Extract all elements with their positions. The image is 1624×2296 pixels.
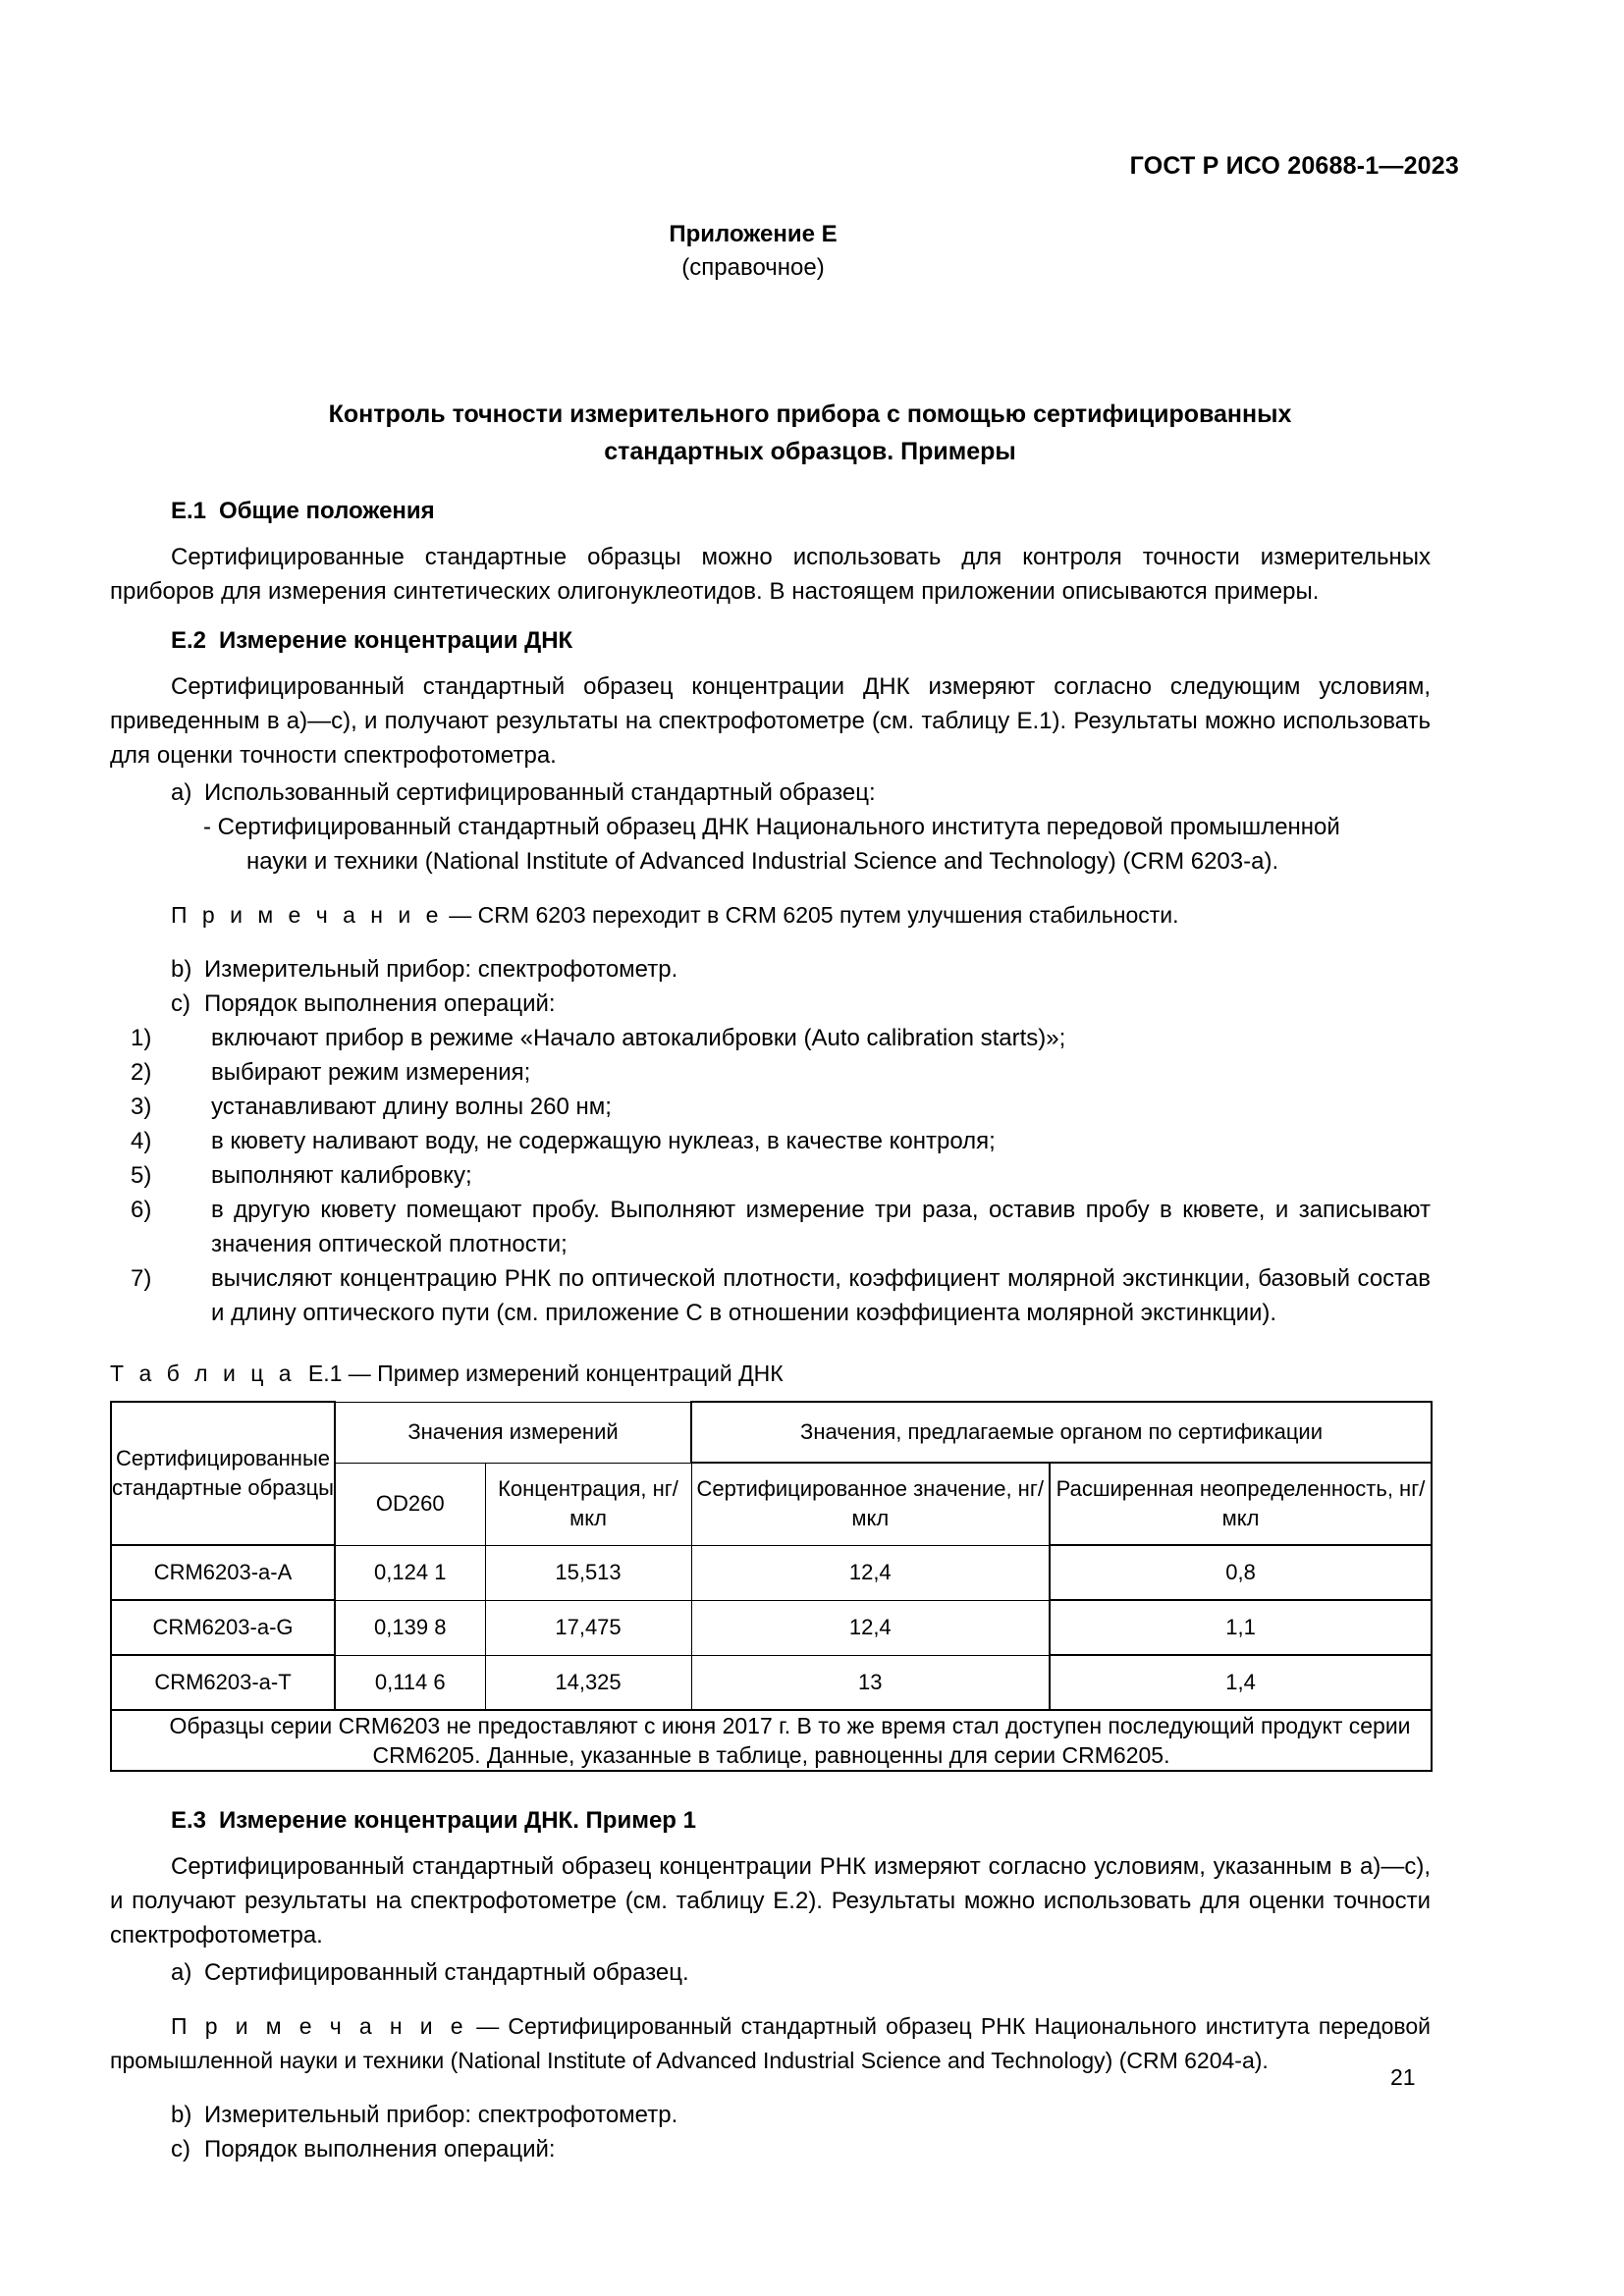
table-header-stub: Сертифицированные стандартные образцы xyxy=(111,1402,335,1545)
dash-line-1: - Сертифицированный стандартный образец ДНК Национального института передовой промышленной xyxy=(203,814,1340,840)
note-text-e3: — Сертифицированный стандартный образец РНК Национального института передовой промышленной науки и техники (National Institute of Advanced Industrial Science and Technology) (CRM 6204-a). xyxy=(110,2013,1431,2073)
note-label-e2: П р и м е ч а н и е xyxy=(171,902,443,928)
list-text-b: Измерительный прибор: спектрофотометр. xyxy=(204,2102,678,2128)
step-text: выполняют калибровку; xyxy=(211,1162,472,1189)
cell-od260: 0,124 1 xyxy=(335,1545,485,1600)
table-row xyxy=(111,1655,1432,1710)
step-text: включают прибор в режиме «Начало автокалибровки (Auto calibration starts)»; xyxy=(211,1025,1066,1051)
cell-od260: 0,139 8 xyxy=(335,1600,485,1655)
table-caption-label: Т а б л и ц а xyxy=(110,1361,297,1386)
table-header-concentration: Концентрация, нг/мкл xyxy=(485,1463,691,1545)
section-number-e3: Е.3 xyxy=(171,1807,207,1834)
list-item-e2-b xyxy=(110,952,1431,987)
page-content xyxy=(110,496,1431,2166)
table-header-group-measured: Значения измерений xyxy=(335,1402,691,1463)
note-text-e2: — CRM 6203 переходит в CRM 6205 путем улучшения стабильности. xyxy=(442,902,1179,928)
step-item xyxy=(110,1261,1431,1330)
table-footnote xyxy=(111,1710,1432,1771)
cell-concentration: 14,325 xyxy=(485,1655,691,1710)
step-item xyxy=(110,1158,1431,1193)
table-caption-text: — Пример измерений концентраций ДНК xyxy=(342,1361,784,1386)
annex-heading-block xyxy=(0,218,1624,285)
list-text-c: Порядок выполнения операций: xyxy=(204,990,556,1017)
cell-od260: 0,114 6 xyxy=(335,1655,485,1710)
step-item xyxy=(110,1090,1431,1124)
table-header-expanded-uncertainty: Расширенная неопределенность, нг/мкл xyxy=(1050,1463,1432,1545)
list-item-e3-b xyxy=(110,2098,1431,2132)
step-item xyxy=(110,1021,1431,1055)
step-marker: 1) xyxy=(131,1025,152,1051)
cell-sample: CRM6203-a-A xyxy=(111,1545,335,1600)
cell-uncertainty: 0,8 xyxy=(1050,1545,1432,1600)
step-marker: 5) xyxy=(131,1162,152,1189)
cell-uncertainty: 1,1 xyxy=(1050,1600,1432,1655)
list-text-c: Порядок выполнения операций: xyxy=(204,2136,556,2163)
annex-name: Приложение Е xyxy=(669,221,838,247)
cell-concentration: 15,513 xyxy=(485,1545,691,1600)
section-heading-e3 xyxy=(110,1805,1431,1837)
section-title-e1: Общие положения xyxy=(219,498,435,524)
cell-sample: CRM6203-a-T xyxy=(111,1655,335,1710)
step-text: устанавливают длину волны 260 нм; xyxy=(211,1094,612,1120)
step-marker: 3) xyxy=(131,1094,152,1120)
step-item xyxy=(110,1193,1431,1261)
table-header-group-certified: Значения, предлагаемые органом по сертификации xyxy=(691,1402,1432,1463)
note-label-e3: П р и м е ч а н и е xyxy=(171,2013,468,2039)
table-row xyxy=(111,1600,1432,1655)
step-text: вычисляют концентрацию РНК по оптической плотности, коэффициент молярной экстинкции, базовый состав и длину оптического пути (см. приложение С в отношении коэффициента молярной экстинкции). xyxy=(211,1265,1431,1326)
cell-sample: CRM6203-a-G xyxy=(111,1600,335,1655)
list-marker-c: c) xyxy=(171,2136,190,2163)
table-header-certified-value: Сертифицированное значение, нг/мкл xyxy=(691,1463,1050,1545)
step-text: выбирают режим измерения; xyxy=(211,1059,531,1086)
list-item-e2-a xyxy=(110,775,1431,810)
list-item-e2-c xyxy=(110,987,1431,1021)
step-marker: 6) xyxy=(131,1197,152,1223)
cell-certified: 13 xyxy=(691,1655,1050,1710)
section-heading-e2 xyxy=(110,625,1431,657)
paragraph-e1: Сертифицированные стандартные образцы можно использовать для контроля точности измерительных приборов для измерения синтетических олигонуклеотидов. В настоящем приложении описываются примеры. xyxy=(110,544,1431,605)
section-number-e1: Е.1 xyxy=(171,498,207,524)
list-marker-a: a) xyxy=(171,779,192,806)
page-number: 21 xyxy=(1390,2064,1416,2090)
table-caption-number: Е.1 xyxy=(307,1361,343,1386)
paragraph-e2: Сертифицированный стандартный образец концентрации ДНК измеряют согласно следующим условиям, приведенным в a)—c), и получают результаты на спектрофотометре (см. таблицу Е.1). Результаты можно использовать для оценки точности спектрофотометра. xyxy=(110,673,1431,769)
cell-certified: 12,4 xyxy=(691,1600,1050,1655)
list-marker-b: b) xyxy=(171,956,192,983)
annex-title-line-1: Контроль точности измерительного прибора с помощью сертифицированных xyxy=(328,400,1292,428)
list-text-a: Использованный сертифицированный стандартный образец: xyxy=(204,779,876,806)
note-e3 xyxy=(110,2009,1431,2078)
list-item-e3-a xyxy=(110,1955,1431,1990)
annex-title xyxy=(172,396,1448,470)
step-marker: 7) xyxy=(131,1265,152,1292)
list-text-b: Измерительный прибор: спектрофотометр. xyxy=(204,956,678,983)
list-item-e3-c xyxy=(110,2132,1431,2166)
cell-uncertainty: 1,4 xyxy=(1050,1655,1432,1710)
section-heading-e1 xyxy=(110,496,1431,527)
list-item-e2-dash xyxy=(110,810,1431,879)
measurement-table xyxy=(110,1401,1433,1772)
section-title-e3: Измерение концентрации ДНК. Пример 1 xyxy=(219,1807,696,1834)
step-text: в кювету наливают воду, не содержащую нуклеаз, в качестве контроля; xyxy=(211,1128,996,1154)
note-e2 xyxy=(110,898,1431,933)
cell-concentration: 17,475 xyxy=(485,1600,691,1655)
cell-certified: 12,4 xyxy=(691,1545,1050,1600)
standard-identifier: ГОСТ Р ИСО 20688-1—2023 xyxy=(1129,152,1459,180)
annex-kind: (справочное) xyxy=(681,254,825,281)
paragraph-e3: Сертифицированный стандартный образец концентрации РНК измеряют согласно условиям, указанным в a)—c), и получают результаты на спектрофотометре (см. таблицу Е.2). Результаты можно использовать для оценки точности спектрофотометра. xyxy=(110,1853,1431,1949)
list-marker-a: a) xyxy=(171,1959,192,1986)
step-marker: 4) xyxy=(131,1128,152,1154)
table-header-row-groups xyxy=(111,1402,1432,1463)
annex-title-line-2: стандартных образцов. Примеры xyxy=(604,438,1016,465)
table-header-od260: OD260 xyxy=(335,1463,485,1545)
table-footnote-text: Образцы серии CRM6203 не предоставляют с июня 2017 г. В то же время стал доступен последующий продукт серии CRM6205. Данные, указанные в таблице, равноценны для серии CRM6205. xyxy=(169,1713,1411,1768)
step-item xyxy=(110,1055,1431,1090)
table-caption xyxy=(110,1358,1431,1389)
section-title-e2: Измерение концентрации ДНК xyxy=(219,627,573,654)
section-number-e2: Е.2 xyxy=(171,627,207,654)
table-row xyxy=(111,1545,1432,1600)
list-text-a: Сертифицированный стандартный образец. xyxy=(204,1959,689,1986)
list-marker-c: c) xyxy=(171,990,190,1017)
list-marker-b: b) xyxy=(171,2102,192,2128)
step-item xyxy=(110,1124,1431,1158)
step-marker: 2) xyxy=(131,1059,152,1086)
dash-line-2: науки и техники (National Institute of Advanced Industrial Science and Technology) (CRM 6203-a). xyxy=(246,848,1279,875)
step-text: в другую кювету помещают пробу. Выполняют измерение три раза, оставив пробу в кювете, и записывают значения оптической плотности; xyxy=(211,1197,1431,1257)
table-footnote-row xyxy=(111,1710,1432,1771)
